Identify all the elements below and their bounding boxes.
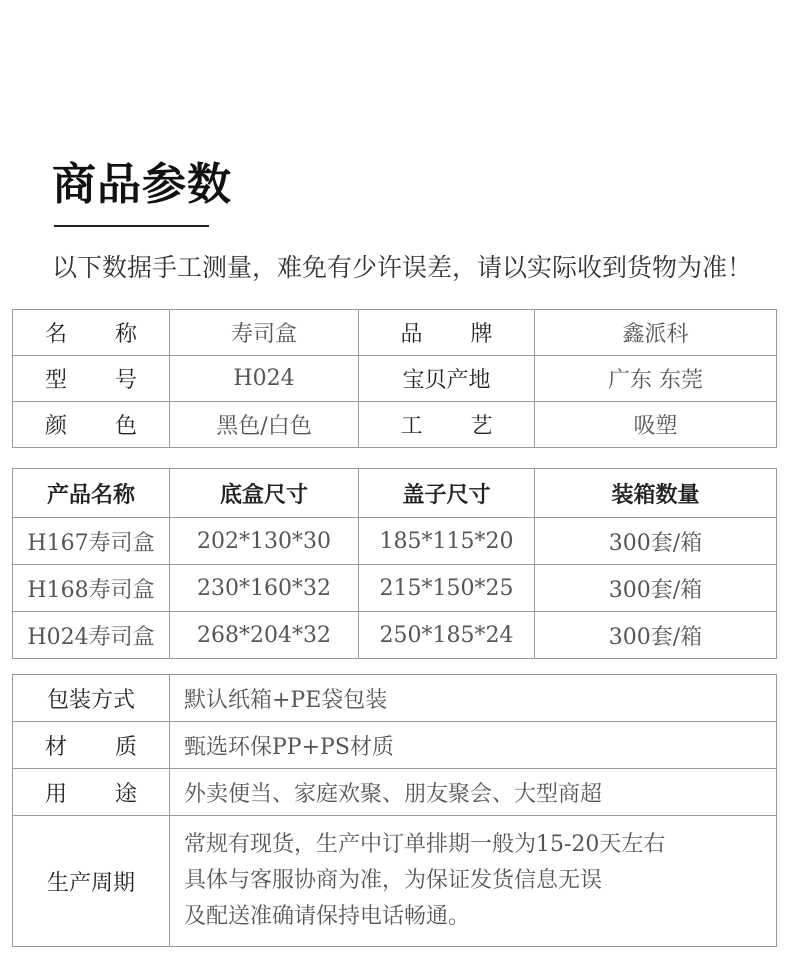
- spec-label-craft: 工 艺: [359, 402, 535, 448]
- spec-value-craft: 吸塑: [535, 402, 777, 448]
- spec-label-brand: 品 牌: [359, 310, 535, 356]
- column-header: 底盒尺寸: [170, 469, 359, 518]
- spec-label-model: 型 号: [13, 356, 170, 402]
- spec-value-model: H024: [170, 356, 359, 402]
- table-cell: 300套/箱: [535, 612, 777, 659]
- table-row: [13, 356, 777, 402]
- page-title: 商品参数: [52, 159, 232, 210]
- detail-value-packaging: 默认纸箱+PE袋包装: [170, 675, 777, 722]
- spec-label-color: 颜 色: [13, 402, 170, 448]
- spec-value-brand: 鑫派科: [535, 310, 777, 356]
- table-cell: 300套/箱: [535, 565, 777, 612]
- table-cell: 202*130*30: [170, 518, 359, 565]
- table-row: [13, 402, 777, 448]
- column-header: 盖子尺寸: [359, 469, 535, 518]
- table-row: [13, 816, 777, 947]
- title-underline: [54, 225, 209, 227]
- table-row: [13, 675, 777, 722]
- detail-label-usage: 用 途: [13, 769, 170, 816]
- table-row: [13, 769, 777, 816]
- table-cell: 185*115*20: [359, 518, 535, 565]
- table-row: [13, 565, 777, 612]
- table-row: [13, 310, 777, 356]
- cycle-line: 及配送准确请保持电话畅通。: [184, 904, 471, 929]
- sizes-table: [12, 468, 777, 659]
- spec-value-color: 黑色/白色: [170, 402, 359, 448]
- detail-label-material: 材 质: [13, 722, 170, 769]
- page-subtitle: 以下数据手工测量，难免有少许误差，请以实际收到货物为准！: [52, 253, 753, 282]
- spec-value-origin: 广东 东莞: [535, 356, 777, 402]
- details-table: [12, 674, 777, 947]
- detail-label-packaging: 包装方式: [13, 675, 170, 722]
- spec-label-name: 名 称: [13, 310, 170, 356]
- specs-table: [12, 309, 777, 448]
- column-header: 装箱数量: [535, 469, 777, 518]
- table-cell: H024寿司盒: [13, 612, 170, 659]
- detail-value-material: 甄选环保PP+PS材质: [170, 722, 777, 769]
- table-cell: 268*204*32: [170, 612, 359, 659]
- column-header: 产品名称: [13, 469, 170, 518]
- table-row: [13, 722, 777, 769]
- table-header-row: [13, 469, 777, 518]
- table-cell: 230*160*32: [170, 565, 359, 612]
- table-row: [13, 518, 777, 565]
- spec-value-name: 寿司盒: [170, 310, 359, 356]
- table-cell: 250*185*24: [359, 612, 535, 659]
- table-cell: 215*150*25: [359, 565, 535, 612]
- spec-label-origin: 宝贝产地: [359, 356, 535, 402]
- detail-label-cycle: 生产周期: [13, 816, 170, 947]
- cycle-line: 常规有现货，生产中订单排期一般为15-20天左右: [184, 832, 666, 857]
- detail-value-usage: 外卖便当、家庭欢聚、朋友聚会、大型商超: [170, 769, 777, 816]
- table-cell: H167寿司盒: [13, 518, 170, 565]
- table-cell: H168寿司盒: [13, 565, 170, 612]
- detail-value-cycle: [170, 816, 777, 947]
- table-cell: 300套/箱: [535, 518, 777, 565]
- cycle-line: 具体与客服协商为准，为保证发货信息无误: [184, 868, 603, 893]
- table-row: [13, 612, 777, 659]
